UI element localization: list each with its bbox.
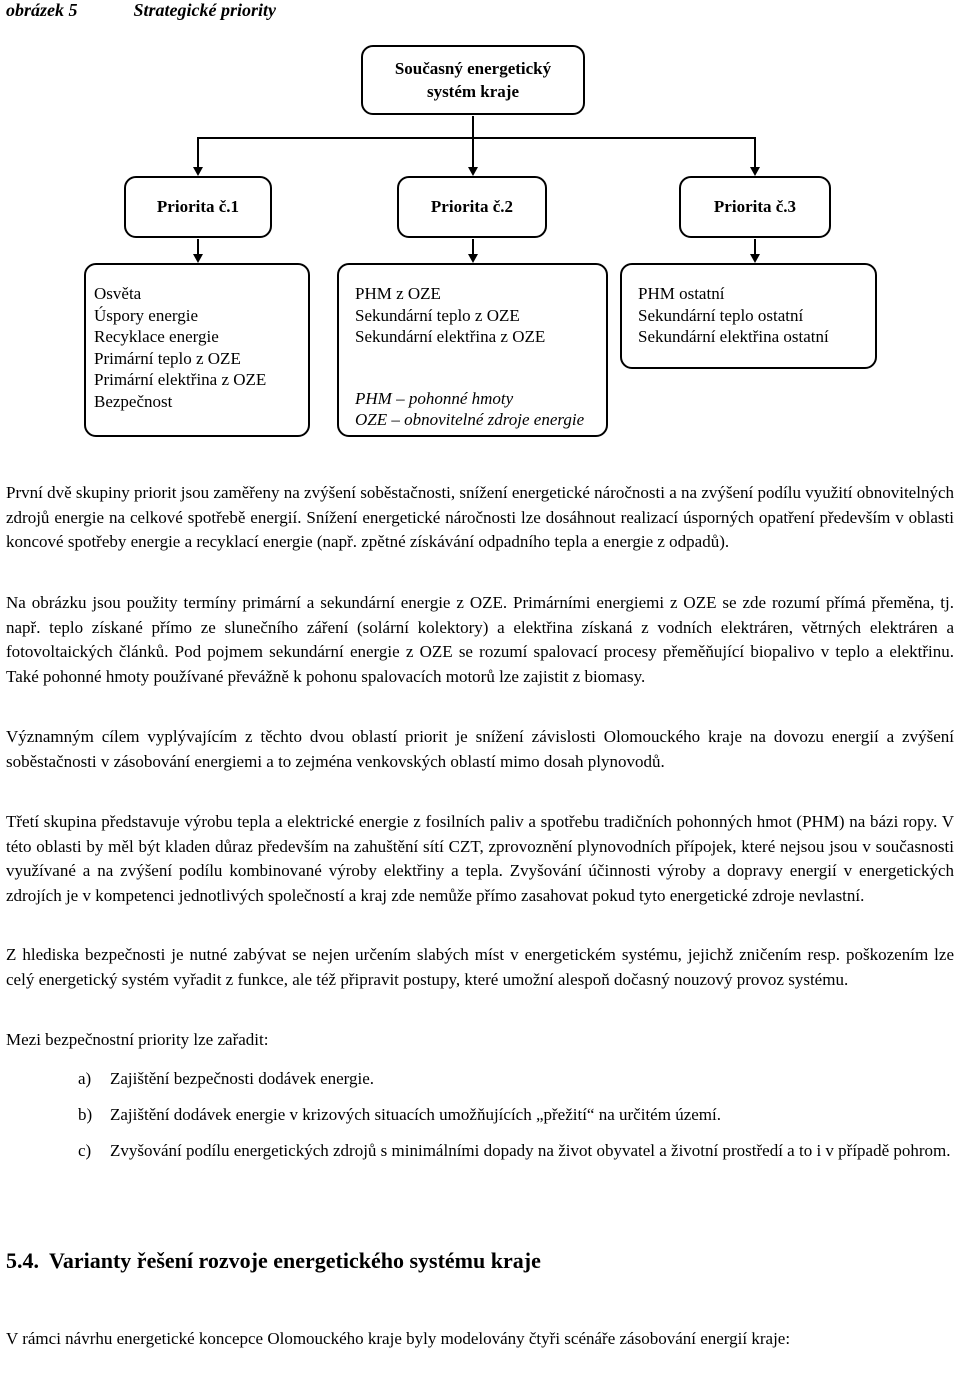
detail-item: Primární teplo z OZE	[94, 348, 241, 368]
arrow-head	[750, 167, 760, 176]
connector-line	[197, 137, 756, 139]
connector-line	[197, 137, 199, 167]
paragraph: První dvě skupiny priorit jsou zaměřeny na zvýšení soběstačnosti, snížení energetické náročnosti a na zvýšení podílu využití obnovitelných zdrojů energie na celkové spotřebě energií. Snížení energetické náročnosti lze dosáhnout realizací úsporných opatření především v oblasti koncové spotřeby energie a recyklací energie (např. zpětné získávání odpadního tepla a energie z odpadů).	[6, 483, 954, 552]
connector-line	[754, 239, 756, 254]
abbreviation-note: PHM – pohonné hmoty	[355, 388, 514, 408]
arrow-head	[193, 167, 203, 176]
priority-3-label: Priorita č.3	[713, 197, 797, 216]
figure-title: Strategické priority	[133, 0, 276, 20]
list-item	[78, 1067, 954, 1092]
list-label: a)	[78, 1069, 92, 1088]
section-title: Varianty řešení rozvoje energetického systému kraje	[49, 1248, 541, 1273]
figure-label: obrázek 5	[6, 0, 78, 20]
top-box-line-2: systém kraje	[426, 82, 520, 101]
connector-line	[197, 239, 199, 254]
detail-item: Úspory energie	[94, 305, 199, 325]
paragraph: V rámci návrhu energetické koncepce Olomouckého kraje byly modelovány čtyři scénáře zásobování energií kraje:	[6, 1329, 791, 1348]
priority-1-box	[124, 176, 272, 238]
connector-line	[472, 239, 474, 254]
paragraph: Z hlediska bezpečnosti je nutné zabývat se nejen určením slabých míst v energetickém systému, jejichž zničením resp. poškozením lze celý energetický systém vyřadit z funkce, ale též připravit postupy, které umožní alespoň dočasný nouzový provoz systému.	[6, 945, 954, 989]
detail-item: Primární elektřina z OZE	[94, 370, 267, 389]
connector-line	[472, 116, 474, 138]
arrow-head	[750, 254, 760, 263]
priority-3-details-box	[620, 263, 877, 369]
detail-item: Recyklace energie	[94, 327, 219, 346]
list-text: Zvyšování podílu energetických zdrojů s minimálními dopady na život obyvatel a životní prostředí a to i v případě pohrom.	[110, 1141, 951, 1160]
current-energy-system-box	[361, 45, 585, 115]
connector-line	[472, 137, 474, 167]
list-item	[78, 1103, 954, 1128]
detail-item: Sekundární elektřina z OZE	[355, 327, 546, 346]
list-text: Zajištění dodávek energie v krizových situacích umožňujících „přežití“ na určitém území.	[110, 1105, 721, 1124]
detail-item: Sekundární elektřina ostatní	[638, 327, 829, 346]
detail-item: Sekundární teplo z OZE	[355, 305, 520, 325]
paragraph: Mezi bezpečnostní priority lze zařadit:	[6, 1030, 269, 1049]
detail-item: PHM z OZE	[355, 284, 441, 303]
detail-item: PHM ostatní	[638, 284, 725, 303]
list-text: Zajištění bezpečnosti dodávek energie.	[110, 1069, 375, 1088]
priority-2-label: Priorita č.2	[430, 197, 514, 216]
section-number: 5.4.	[6, 1248, 39, 1273]
priority-3-box	[679, 176, 831, 238]
arrow-head	[193, 254, 203, 263]
priority-2-box	[397, 176, 547, 238]
paragraph: Významným cílem vyplývajícím z těchto dvou oblastí priorit je snížení závislosti Olomouckého kraje na dovozu energií a zvýšení soběstačnosti v zásobování energiemi a to zejména venkovských oblastí mimo dosah plynovodů.	[6, 727, 954, 771]
list-item	[78, 1139, 954, 1164]
arrow-head	[468, 254, 478, 263]
priority-1-label: Priorita č.1	[156, 197, 240, 216]
detail-item: Bezpečnost	[94, 391, 173, 411]
detail-item: Sekundární teplo ostatní	[638, 305, 804, 325]
section-heading	[6, 1248, 541, 1274]
priority-2-details-box	[337, 263, 608, 437]
connector-line	[754, 137, 756, 167]
arrow-head	[468, 167, 478, 176]
list-label: b)	[78, 1105, 93, 1124]
abbreviation-note: OZE – obnovitelné zdroje energie	[355, 410, 585, 429]
detail-item: Osvěta	[94, 284, 142, 303]
paragraph: Třetí skupina představuje výrobu tepla a elektrické energie z fosilních paliv a spotřebu tradičních pohonných hmot (PHM) na bázi ropy. V této oblasti by měl být kladen důraz především na zahuštění sítí CZT, zprovoznění plynovodních přípojek, které nejsou jsou v současnosti využívané a na zvýšení podílu kombinované výroby elektřiny a tepla. Zvyšování účinnosti výroby a dopravy energií v energetických zdrojích je v kompetenci jednotlivých společností a kraj zde nemůže přímo zasahovat pokud tyto energetické zdroje nevlastní.	[6, 812, 954, 905]
top-box-line-1: Současný energetický	[394, 59, 552, 78]
list-label: c)	[78, 1141, 92, 1160]
priority-1-details-box	[84, 263, 310, 437]
paragraph: Na obrázku jsou použity termíny primární a sekundární energie z OZE. Primárními energiemi z OZE se zde rozumí přímá přeměna, tj. např. teplo získané přímo ze slunečního záření (solární kolektory) a elektřina získaná z vodních elektráren, větrných elektráren a fotovoltaických článků. Pod pojmem sekundární energie z OZE se rozumí spalovací procesy přeměňující biopalivo v teplo a elektřinu. Také pohonné hmoty používané převážně k pohonu spalovacích motorů lze zajistit z biomasy.	[6, 593, 954, 686]
figure-caption	[6, 0, 276, 21]
